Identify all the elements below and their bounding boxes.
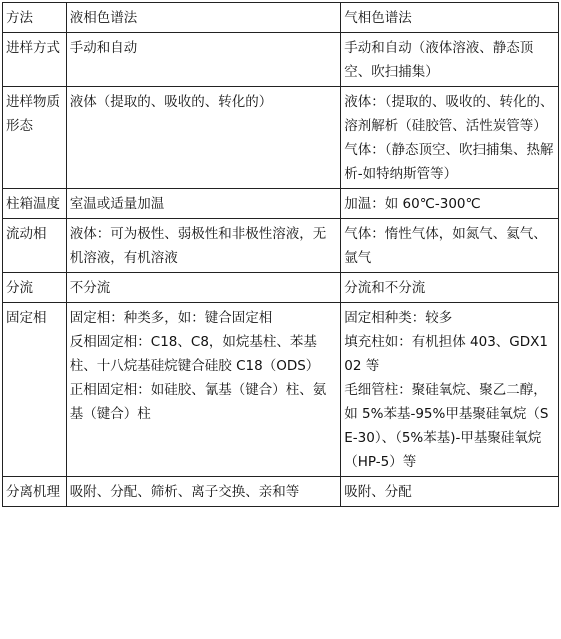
cell-paragraph: 液体（提取的、吸收的、转化的）: [69, 94, 273, 110]
cell-paragraph: 加温：如 60℃-300℃: [344, 196, 481, 212]
row-label-cell: 进样物质形态: [3, 87, 67, 189]
gc-cell: [341, 33, 559, 87]
gc-cell: [341, 273, 559, 303]
lc-cell: [66, 219, 340, 273]
row-label-cell: 固定相: [3, 303, 67, 477]
cell-paragraph: 正相固定相：如硅胶、氰基（键合）柱、氨基（键合）柱: [69, 382, 327, 422]
cell-paragraph: 分流和不分流: [344, 280, 426, 296]
cell-paragraph: 反相固定相：C18、C8，如烷基柱、苯基柱、十八烷基硅烷键合硅胶 C18（ODS）: [69, 334, 320, 374]
row-label-cell: 柱箱温度: [3, 189, 67, 219]
table-row: [3, 273, 559, 303]
header-cell-gc: 气相色谱法: [341, 3, 559, 33]
row-label-cell: 分流: [3, 273, 67, 303]
header-cell-lc: 液相色谱法: [66, 3, 340, 33]
gc-cell: [341, 219, 559, 273]
table-row: [3, 477, 559, 507]
header-row: [3, 3, 559, 33]
cell-paragraph: 固定相：种类多，如：键合固定相: [69, 310, 273, 326]
table-row: [3, 303, 559, 477]
table-body: [3, 3, 559, 507]
gc-cell: [341, 87, 559, 189]
lc-cell: [66, 87, 340, 189]
cell-paragraph: 手动和自动（液体溶液、静态顶空、吹扫捕集）: [344, 40, 534, 80]
table-row: [3, 33, 559, 87]
cell-paragraph: 液体：（提取的、吸收的、转化的、溶剂解析（硅胶管、活性炭管等）: [344, 94, 554, 134]
lc-cell: [66, 477, 340, 507]
cell-paragraph: 气体：（静态顶空、吹扫捕集、热解析-如特纳斯管等）: [344, 142, 554, 182]
lc-cell: [66, 273, 340, 303]
cell-paragraph: 手动和自动: [69, 40, 138, 56]
cell-paragraph: 室温或适量加温: [69, 196, 165, 212]
row-label-cell: 流动相: [3, 219, 67, 273]
cell-paragraph: 吸附、分配: [344, 484, 412, 500]
lc-cell: [66, 303, 340, 477]
cell-paragraph: 填充柱如：有机担体 403、GDX102 等: [344, 334, 549, 374]
table-row: [3, 189, 559, 219]
header-cell-method: 方法: [3, 3, 67, 33]
gc-cell: [341, 477, 559, 507]
cell-paragraph: 毛细管柱：聚硅氧烷、聚乙二醇，如 5%苯基-95%甲基聚硅氧烷（SE-30）、（5%苯基)-甲基聚硅氧烷（HP-5）等: [344, 382, 549, 470]
table-row: [3, 87, 559, 189]
lc-cell: [66, 189, 340, 219]
row-label-cell: 分离机理: [3, 477, 67, 507]
gc-cell: [341, 189, 559, 219]
cell-paragraph: 不分流: [69, 280, 111, 296]
row-label-cell: 进样方式: [3, 33, 67, 87]
cell-paragraph: 固定相种类：较多: [344, 310, 453, 326]
gc-cell: [341, 303, 559, 477]
table-row: [3, 219, 559, 273]
cell-paragraph: 液体：可为极性、弱极性和非极性溶液，无机溶液，有机溶液: [69, 226, 327, 266]
lc-cell: [66, 33, 340, 87]
comparison-table: [2, 2, 559, 507]
cell-paragraph: 气体：惰性气体，如氮气、氦气、氩气: [344, 226, 547, 266]
cell-paragraph: 吸附、分配、筛析、离子交换、亲和等: [69, 484, 300, 500]
